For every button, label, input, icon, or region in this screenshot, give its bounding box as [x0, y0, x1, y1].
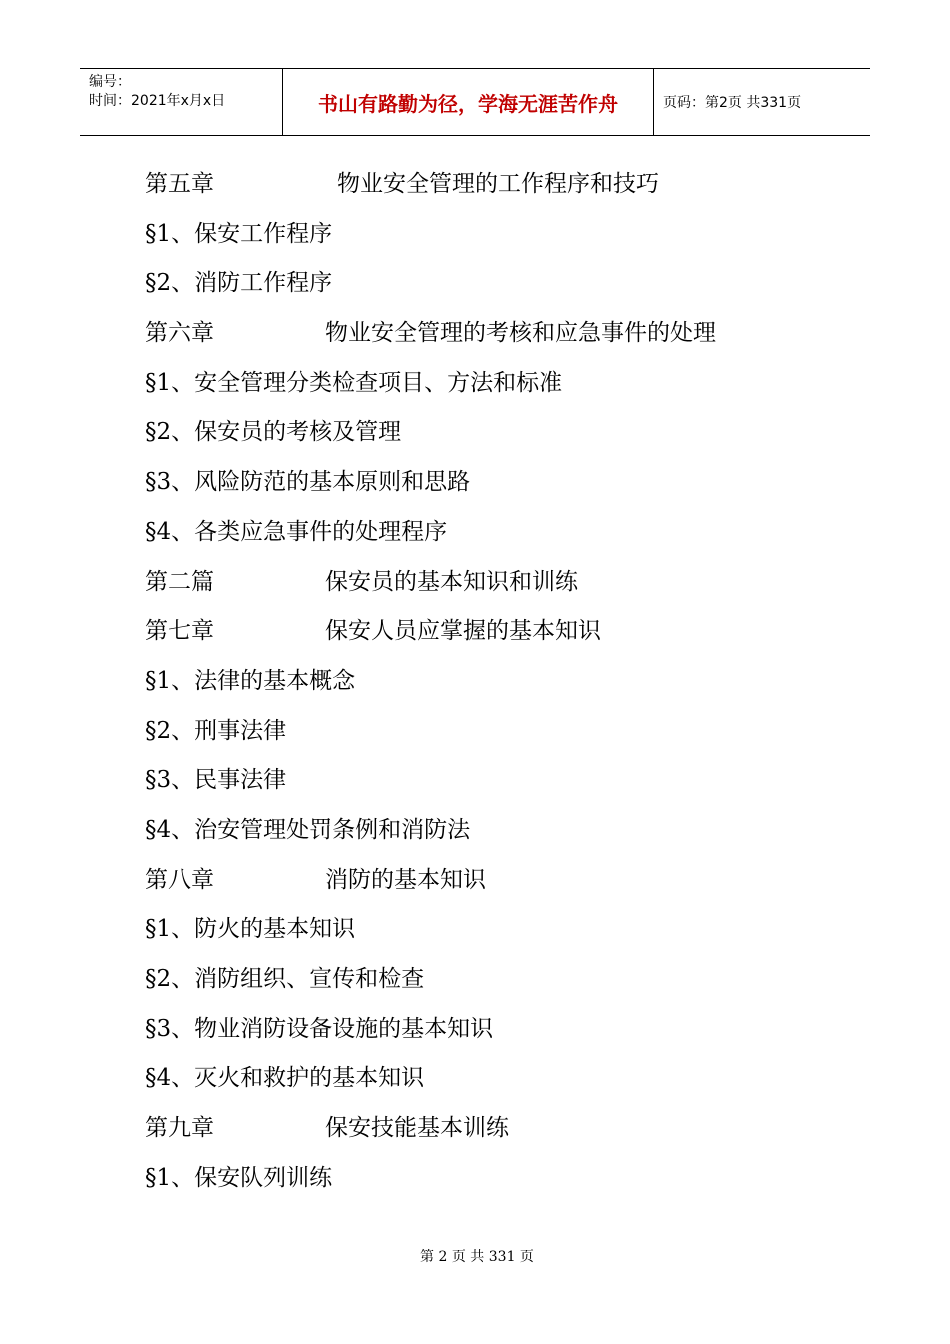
toc-section-entry [145, 1054, 845, 1104]
toc-chapter-entry [145, 160, 845, 210]
toc-section-entry [145, 359, 845, 409]
toc-section-text: §1、防火的基本知识 [145, 916, 356, 943]
toc-section-entry [145, 259, 845, 309]
toc-chapter-title: 保安人员应掌握的基本知识 [325, 618, 601, 645]
toc-section-entry [145, 707, 845, 757]
toc-section-text: §1、保安工作程序 [145, 220, 333, 247]
toc-chapter-number: 第八章 [145, 866, 214, 893]
toc-section-text: §2、保安员的考核及管理 [145, 419, 402, 446]
toc-chapter-title: 保安技能基本训练 [325, 1115, 509, 1142]
toc-section-entry [145, 905, 845, 955]
toc-section-entry [145, 756, 845, 806]
toc-chapter-number: 第七章 [145, 618, 214, 645]
toc-chapter-number: 第二篇 [145, 568, 214, 595]
toc-section-entry [145, 1154, 845, 1204]
toc-section-text: §4、治安管理处罚条例和消防法 [145, 816, 471, 843]
toc-chapter-number: 第五章 [145, 171, 214, 197]
toc-section-text: §3、风险防范的基本原则和思路 [145, 469, 471, 496]
toc-section-entry [145, 458, 845, 508]
toc-section-text: §4、灭火和救护的基本知识 [145, 1065, 425, 1092]
toc-chapter-entry [145, 856, 845, 906]
toc-section-entry [145, 955, 845, 1005]
toc-chapter-entry [145, 1104, 845, 1154]
toc-chapter-title: 物业安全管理的工作程序和技巧 [337, 171, 659, 197]
table-of-contents [145, 160, 845, 1203]
toc-chapter-entry [145, 607, 845, 657]
page-header [80, 68, 870, 136]
header-number-label: 编号： [89, 74, 131, 90]
toc-section-text: §1、安全管理分类检查项目、方法和标准 [145, 369, 563, 396]
toc-section-text: §3、民事法律 [145, 767, 287, 794]
toc-chapter-title: 消防的基本知识 [325, 866, 486, 893]
toc-section-text: §3、物业消防设备设施的基本知识 [145, 1015, 494, 1042]
toc-section-text: §2、消防组织、宣传和检查 [145, 966, 425, 992]
toc-section-entry [145, 1005, 845, 1055]
page-footer: 第 2 页 共 331 页 [420, 1249, 534, 1265]
toc-section-text: §1、保安队列训练 [145, 1164, 333, 1191]
toc-section-text: §4、各类应急事件的处理程序 [145, 518, 448, 545]
toc-section-entry [145, 210, 845, 260]
toc-section-text: §2、刑事法律 [145, 717, 287, 744]
toc-section-entry [145, 657, 845, 707]
toc-chapter-title: 保安员的基本知识和训练 [325, 568, 578, 595]
header-time-label: 时间：2021年x月x日 [89, 93, 226, 109]
toc-chapter-number: 第六章 [145, 320, 214, 347]
toc-section-entry [145, 508, 845, 558]
toc-chapter-entry [145, 558, 845, 608]
toc-section-entry [145, 408, 845, 458]
toc-chapter-entry [145, 309, 845, 359]
header-motto: 书山有路勤为径，学海无涯苦作舟 [282, 69, 654, 135]
toc-section-text: §2、消防工作程序 [145, 270, 333, 297]
toc-chapter-title: 物业安全管理的考核和应急事件的处理 [325, 320, 716, 347]
header-page-info: 页码：第2页 共331页 [663, 95, 802, 111]
toc-chapter-number: 第九章 [145, 1115, 214, 1142]
toc-section-entry [145, 806, 845, 856]
toc-section-text: §1、法律的基本概念 [145, 667, 356, 694]
header-meta [80, 69, 282, 135]
